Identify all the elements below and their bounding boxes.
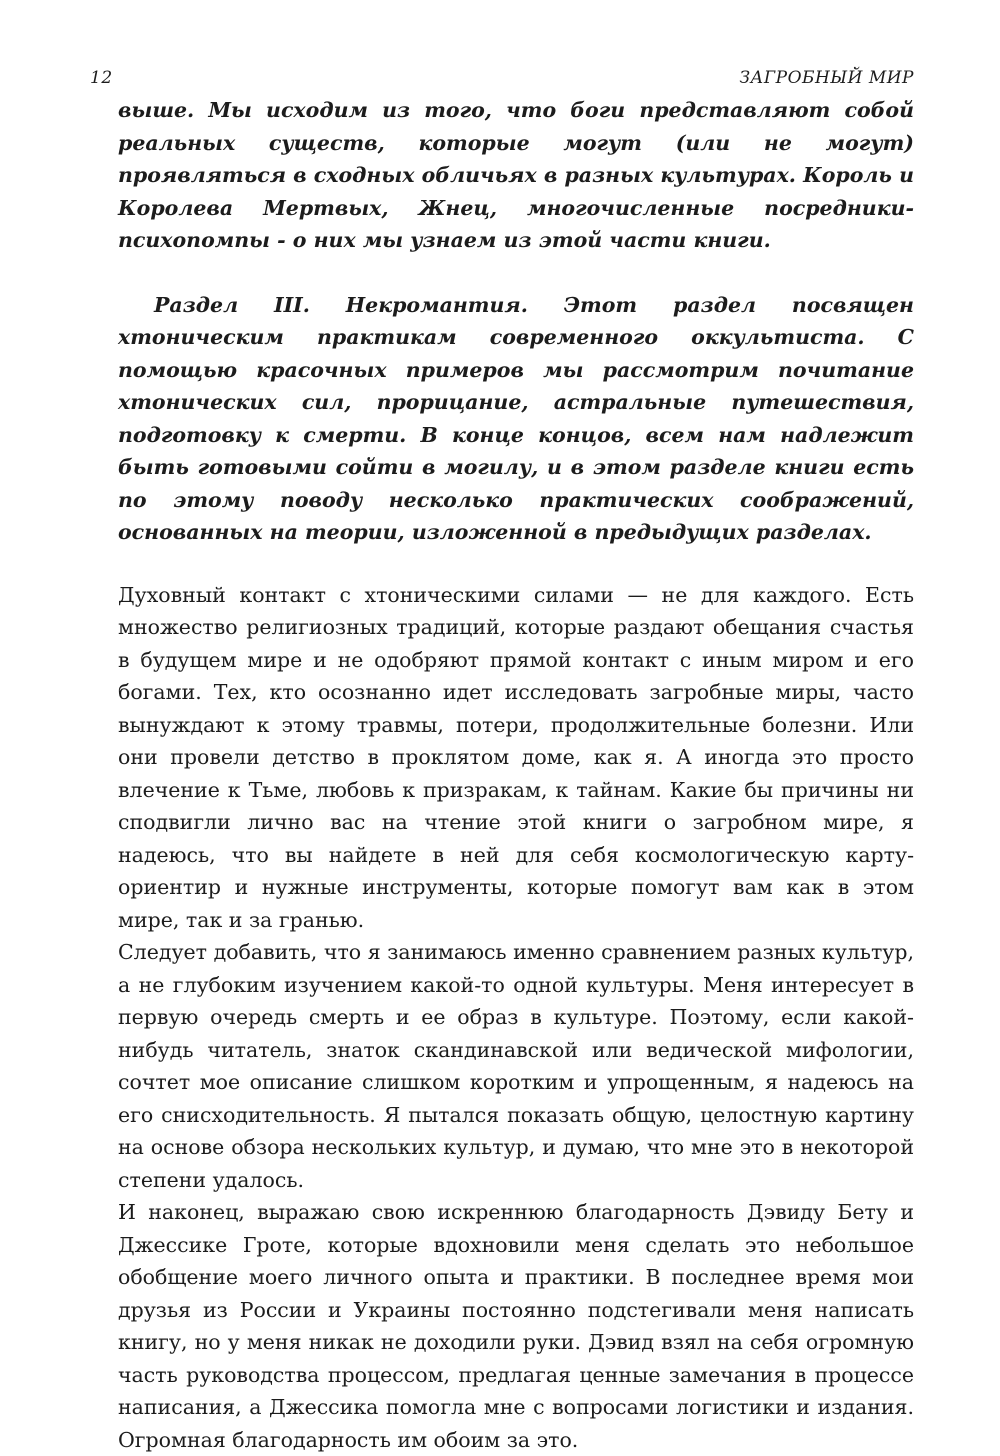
body-paragraph: И наконец, выражаю свою искреннюю благодарность Дэвиду Бету и Джессике Гроте, которые вдохновили меня сделать это небольшое обобщение моего личного опыта и практики. В последнее время мои друзья из России и Украины постоянно подстегивали меня написать книгу, но у меня никак не доходили руки. Дэвид взял на себя огромную часть руководства процессом, предлагая ценные замечания в процессе написания, а Джессика помогла мне с вопросами логистики и издания. Огромная благодарность им обоим за это. xyxy=(118,1200,914,1452)
body-paragraph: Духовный контакт с хтоническими силами — не для каждого. Есть множество религиозных традиций, которые раздают обещания счастья в будущем мире и не одобряют прямой контакт с иным миром и его богами. Тех, кто осознанно идет исследовать загробные миры, часто вынуждают к этому травмы, потери, продолжительные болезни. Или они провели детство в проклятом доме, как я. А иногда это просто влечение к Тьме, любовь к призракам, к тайнам. Какие бы причины ни сподвигли лично вас на чтение этой книги о загробном мире, я надеюсь, что вы найдете в ней для себя космологическую карту-ориентир и нужные инструменты, которые помогут вам как в этом мире, так и за гранью. xyxy=(118,582,914,932)
running-title: ЗАГРОБНЫЙ МИР xyxy=(739,68,914,88)
running-head xyxy=(90,68,914,94)
section-summary-continuation: выше. Мы исходим из того, что боги представляют собой реальных существ, которые могут (или не могут) проявляться в сходных обличьях в разных культурах. Король и Королева Мертвых, Жнец, многочисленные посредники-психопомпы - о них мы узнаем из этой части книги. xyxy=(118,98,914,252)
body-paragraph: Следует добавить, что я занимаюсь именно сравнением разных культур, а не глубоким изучением какой-то одной культуры. Меня интересует в первую очередь смерть и ее образ в культуре. Поэтому, если какой-нибудь читатель, знаток скандинавской или ведической мифологии, сочтет мое описание слишком коротким и упрощенным, я надеюсь на его снисходительность. Я пытался показать общую, целостную картину на основе обзора нескольких культур, и думаю, что мне это в некоторой степени удалось. xyxy=(118,940,914,1192)
page-number: 12 xyxy=(90,68,113,88)
section-summary-part3: Раздел III. Некромантия. Этот раздел посвящен хтоническим практикам современного оккультиста. С помощью красочных примеров мы рассмотрим почитание хтонических сил, прорицание, астральные путешествия, подготовку к смерти. В конце концов, всем нам надлежит быть готовыми сойти в могилу, и в этом разделе книги есть по этому поводу несколько практических соображений, основанных на теории, изложенной в предыдущих разделах. xyxy=(118,292,914,544)
book-page xyxy=(90,68,914,1456)
